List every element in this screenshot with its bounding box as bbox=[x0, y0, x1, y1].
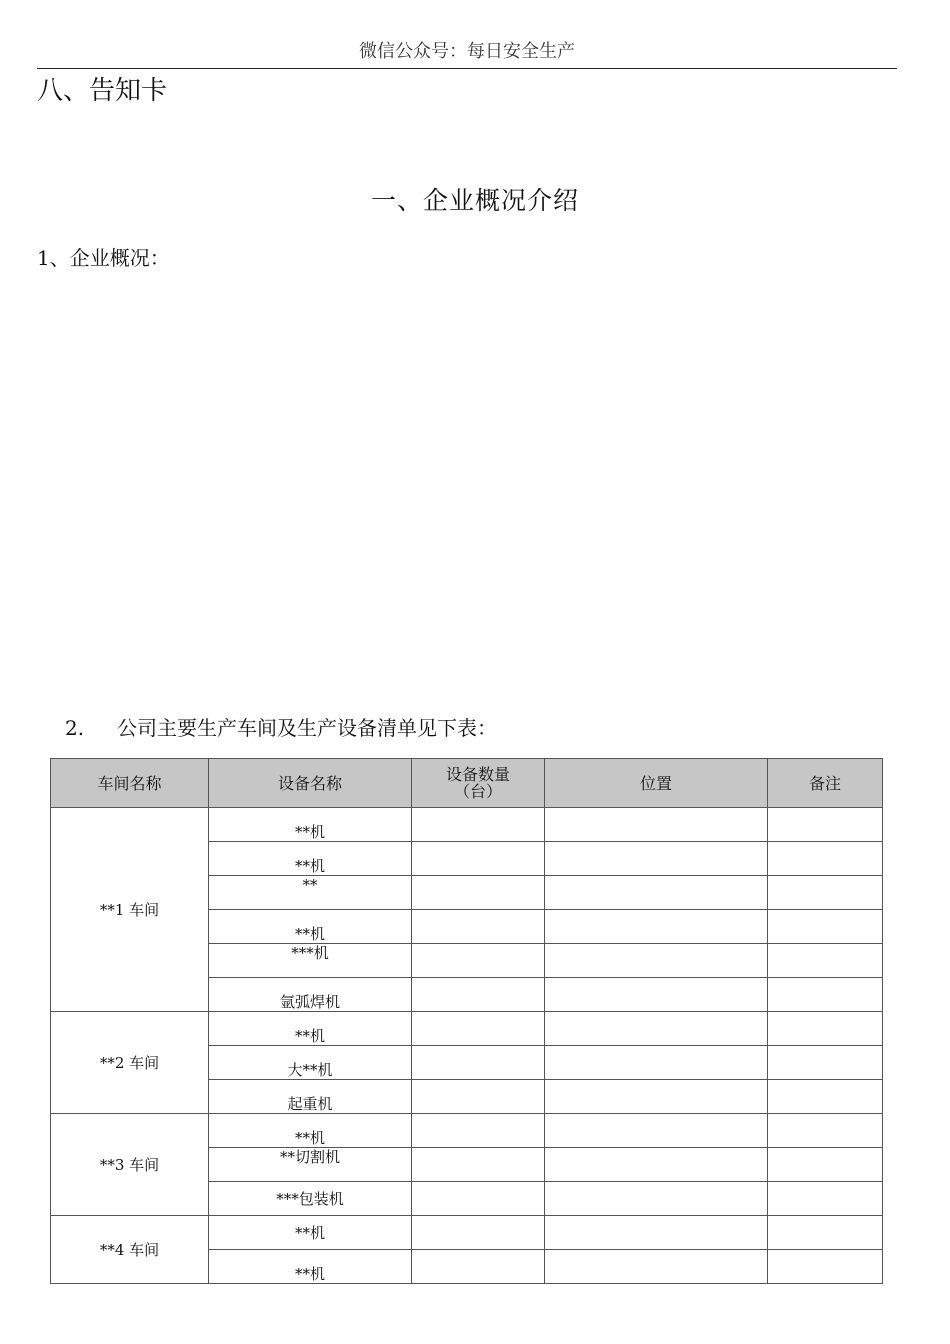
equipment-cell: ***机 bbox=[209, 944, 412, 978]
workshop-cell: **2 车间 bbox=[51, 1012, 209, 1114]
table-header-row bbox=[51, 759, 883, 808]
remark-cell bbox=[768, 1216, 883, 1250]
equipment-cell: 大**机 bbox=[209, 1046, 412, 1080]
count-cell bbox=[412, 1148, 545, 1182]
count-cell bbox=[412, 842, 545, 876]
workshop-cell: **4 车间 bbox=[51, 1216, 209, 1284]
count-cell bbox=[412, 978, 545, 1012]
remark-cell bbox=[768, 842, 883, 876]
equipment-cell: **机 bbox=[209, 842, 412, 876]
location-cell bbox=[545, 1114, 768, 1148]
remark-cell bbox=[768, 876, 883, 910]
header-count-line1: 设备数量 bbox=[445, 765, 510, 784]
equipment-cell: **机 bbox=[209, 1216, 412, 1250]
remark-cell bbox=[768, 1080, 883, 1114]
page-header: 微信公众号：每日安全生产 bbox=[37, 38, 897, 69]
location-cell bbox=[545, 808, 768, 842]
header-equipment: 设备名称 bbox=[209, 759, 412, 808]
section-title: 八、告知卡 bbox=[37, 76, 168, 106]
location-cell bbox=[545, 978, 768, 1012]
remark-cell bbox=[768, 1250, 883, 1284]
location-cell bbox=[545, 1046, 768, 1080]
equipment-cell: **机 bbox=[209, 1250, 412, 1284]
location-cell bbox=[545, 910, 768, 944]
location-cell bbox=[545, 876, 768, 910]
remark-cell bbox=[768, 910, 883, 944]
count-cell bbox=[412, 1080, 545, 1114]
header-count bbox=[412, 759, 545, 808]
remark-cell bbox=[768, 1148, 883, 1182]
table-row bbox=[51, 1216, 883, 1250]
count-cell bbox=[412, 1046, 545, 1080]
count-cell bbox=[412, 1012, 545, 1046]
count-cell bbox=[412, 1216, 545, 1250]
count-cell bbox=[412, 1250, 545, 1284]
header-workshop: 车间名称 bbox=[51, 759, 209, 808]
overview-heading: 1、企业概况： bbox=[37, 246, 170, 270]
table-intro-text: 公司主要生产车间及生产设备清单见下表： bbox=[117, 716, 497, 740]
location-cell bbox=[545, 1182, 768, 1216]
location-cell bbox=[545, 944, 768, 978]
table-row bbox=[51, 808, 883, 842]
equipment-cell: 氩弧焊机 bbox=[209, 978, 412, 1012]
remark-cell bbox=[768, 1182, 883, 1216]
header-count-line2: （台） bbox=[453, 782, 502, 801]
equipment-table bbox=[50, 758, 883, 1284]
table-row bbox=[51, 1114, 883, 1148]
remark-cell bbox=[768, 1012, 883, 1046]
equipment-cell: ***包装机 bbox=[209, 1182, 412, 1216]
equipment-cell: 起重机 bbox=[209, 1080, 412, 1114]
location-cell bbox=[545, 1012, 768, 1046]
table-intro bbox=[65, 714, 497, 742]
count-cell bbox=[412, 808, 545, 842]
count-cell bbox=[412, 944, 545, 978]
header-remark: 备注 bbox=[768, 759, 883, 808]
workshop-cell: **1 车间 bbox=[51, 808, 209, 1012]
equipment-cell: **切割机 bbox=[209, 1148, 412, 1182]
equipment-cell: **机 bbox=[209, 808, 412, 842]
equipment-cell: ** bbox=[209, 876, 412, 910]
header-location: 位置 bbox=[545, 759, 768, 808]
location-cell bbox=[545, 1080, 768, 1114]
location-cell bbox=[545, 1216, 768, 1250]
remark-cell bbox=[768, 1046, 883, 1080]
table-intro-number: 2. bbox=[65, 716, 85, 740]
count-cell bbox=[412, 910, 545, 944]
equipment-cell: **机 bbox=[209, 910, 412, 944]
equipment-cell: **机 bbox=[209, 1114, 412, 1148]
workshop-cell: **3 车间 bbox=[51, 1114, 209, 1216]
main-title: 一、企业概况介绍 bbox=[370, 186, 579, 215]
remark-cell bbox=[768, 1114, 883, 1148]
equipment-cell: **机 bbox=[209, 1012, 412, 1046]
location-cell bbox=[545, 1250, 768, 1284]
count-cell bbox=[412, 1114, 545, 1148]
location-cell bbox=[545, 842, 768, 876]
location-cell bbox=[545, 1148, 768, 1182]
remark-cell bbox=[768, 978, 883, 1012]
count-cell bbox=[412, 1182, 545, 1216]
remark-cell bbox=[768, 944, 883, 978]
table-row bbox=[51, 1012, 883, 1046]
remark-cell bbox=[768, 808, 883, 842]
count-cell bbox=[412, 876, 545, 910]
